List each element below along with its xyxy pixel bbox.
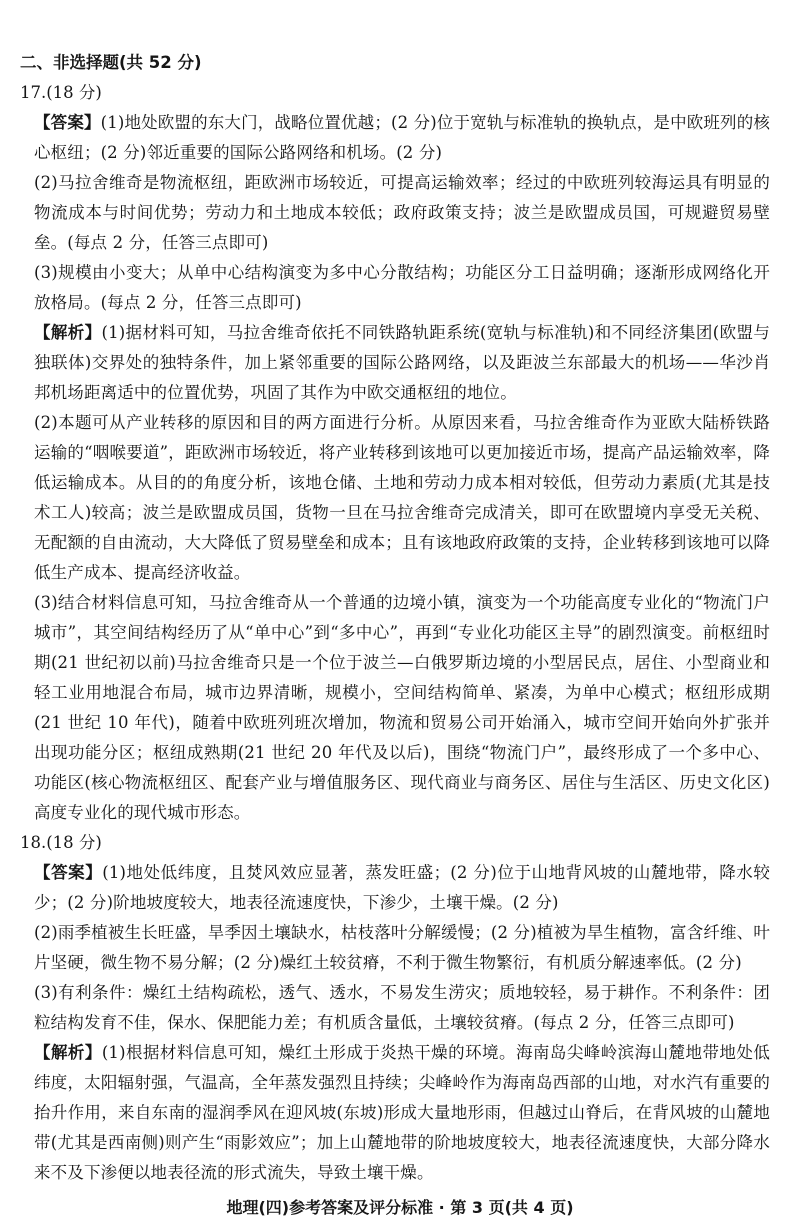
q18-answer-1-text: (1)地处低纬度，且焚风效应显著，蒸发旺盛；(2 分)位于山地背风坡的山麓地带，降水较少；(2 分)阶地坡度较大，地表径流速度快，下渗少，土壤干燥。(2 分)	[34, 863, 770, 912]
q17-answer-2: (2)马拉舍维奇是物流枢纽，距欧洲市场较近，可提高运输效率；经过的中欧班列较海运具有明显的物流成本与时间优势；劳动力和土地成本较低；政府政策支持；波兰是欧盟成员国，可规避贸易壁垒。(每点 2 分，任答三点即可)	[34, 173, 770, 252]
q17-analysis-tag: 【解析】	[34, 323, 102, 342]
page-footer: 地理(四)参考答案及评分标准 · 第 3 页(共 4 页)	[226, 1198, 574, 1217]
q18-analysis-1	[20, 1038, 770, 1188]
q18-answer-2: (2)雨季植被生长旺盛，旱季因土壤缺水，枯枝落叶分解缓慢；(2 分)植被为旱生植物，富含纤维、叶片坚硬，微生物不易分解；(2 分)燥红土较贫瘠，不利于微生物繁衍，有机质分解速率低。(2 分)	[34, 923, 770, 972]
q17-answer-1-text: (1)地处欧盟的东大门，战略位置优越；(2 分)位于宽轨与标准轨的换轨点，是中欧班列的核心枢纽；(2 分)邻近重要的国际公路网络和机场。(2 分)	[34, 113, 770, 162]
q18-analysis-tag: 【解析】	[34, 1043, 102, 1062]
section-title: 二、非选择题(共 52 分)	[20, 53, 202, 72]
question-18-number: 18.(18 分)	[20, 833, 102, 852]
q17-analysis-1-text: (1)据材料可知，马拉舍维奇依托不同铁路轨距系统(宽轨与标准轨)和不同经济集团(欧盟与独联体)交界处的独特条件，加上紧邻重要的国际公路网络，以及距波兰东部最大的机场——华沙肖邦机场距离适中的位置优势，巩固了其作为中欧交通枢纽的地位。	[34, 323, 770, 402]
q18-answer-3: (3)有利条件：燥红土结构疏松，透气、透水，不易发生涝灾；质地较轻，易于耕作。不利条件：团粒结构发育不佳，保水、保肥能力差；有机质含量低，土壤较贫瘠。(每点 2 分，任答三点即可)	[34, 983, 770, 1032]
q18-analysis-1-text: (1)根据材料信息可知，燥红土形成于炎热干燥的环境。海南岛尖峰岭滨海山麓地带地处低纬度，太阳辐射强，气温高，全年蒸发强烈且持续；尖峰岭作为海南岛西部的山地，对水汽有重要的抬升作用，来自东南的湿润季风在迎风坡(东坡)形成大量地形雨，但越过山脊后，在背风坡的山麓地带(尤其是西南侧)则产生“雨影效应”；加上山麓地带的阶地坡度较大，地表径流速度快，大部分降水来不及下渗便以地表径流的形式流失，导致土壤干燥。	[34, 1043, 770, 1182]
q17-answer-3: (3)规模由小变大；从单中心结构演变为多中心分散结构；功能区分工日益明确；逐渐形成网络化开放格局。(每点 2 分，任答三点即可)	[34, 263, 770, 312]
q17-analysis-3: (3)结合材料信息可知，马拉舍维奇从一个普通的边境小镇，演变为一个功能高度专业化的“物流门户城市”，其空间结构经历了从“单中心”到“多中心”，再到“专业化功能区主导”的剧烈演变。前枢纽时期(21 世纪初以前)马拉舍维奇只是一个位于波兰—白俄罗斯边境的小型居民点，居住、小型商业和轻工业用地混合布局，城市边界清晰，规模小，空间结构简单、紧凑，为单中心模式；枢纽形成期(21 世纪 10 年代)，随着中欧班列班次增加，物流和贸易公司开始涌入，城市空间开始向外扩张并出现功能分区；枢纽成熟期(21 世纪 20 年代及以后)，围绕“物流门户”，最终形成了一个多中心、功能区(核心物流枢纽区、配套产业与增值服务区、现代商业与商务区、居住与生活区、历史文化区)高度专业化的现代城市形态。	[34, 593, 770, 822]
question-17-number: 17.(18 分)	[20, 83, 102, 102]
q18-answer-1	[20, 858, 770, 918]
q17-analysis-1	[20, 318, 770, 408]
q17-answer-1	[20, 108, 770, 168]
q17-answer-tag: 【答案】	[34, 113, 101, 132]
q17-analysis-2: (2)本题可从产业转移的原因和目的两方面进行分析。从原因来看，马拉舍维奇作为亚欧大陆桥铁路运输的“咽喉要道”，距欧洲市场较近，将产业转移到该地可以更加接近市场，提高产品运输效率，降低运输成本。从目的的角度分析，该地仓储、土地和劳动力成本相对较低，但劳动力素质(尤其是技术工人)较高；波兰是欧盟成员国，货物一旦在马拉舍维奇完成清关，即可在欧盟境内享受无关税、无配额的自由流动，大大降低了贸易壁垒和成本；且有该地政府政策的支持，企业转移到该地可以降低生产成本、提高经济收益。	[34, 413, 770, 582]
q18-answer-tag: 【答案】	[34, 863, 103, 882]
